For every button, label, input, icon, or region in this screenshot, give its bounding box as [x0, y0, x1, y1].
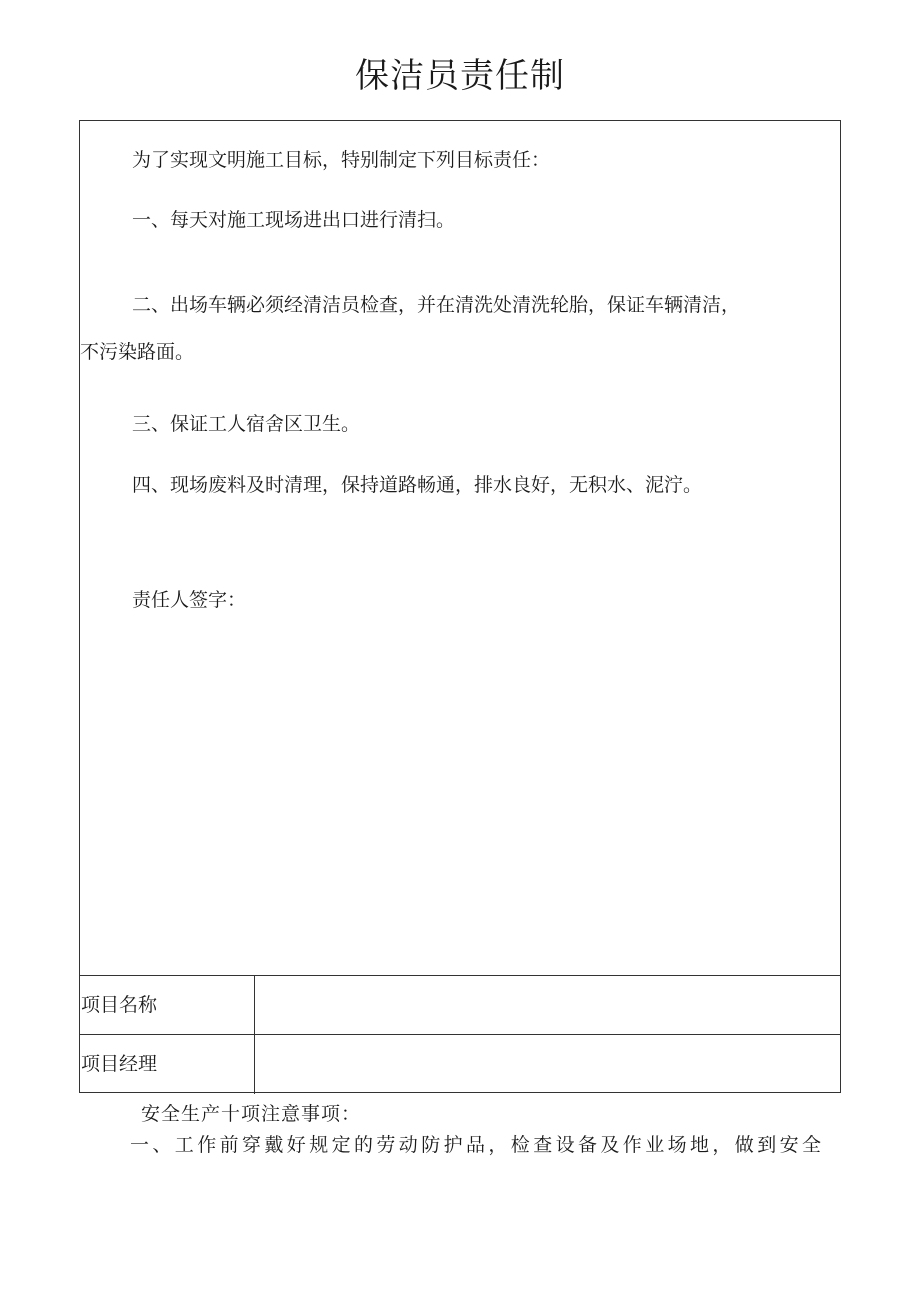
safety-section-first-line: 一、工作前穿戴好规定的劳动防护品，检查设备及作业场地，做到安全 [130, 1134, 825, 1156]
item-2-continuation [80, 329, 840, 375]
project-name-label: 项目名称 [80, 976, 255, 1034]
form-body [80, 121, 840, 975]
safety-section-heading: 安全生产十项注意事项： [141, 1103, 362, 1125]
item-1-text: 一、每天对施工现场进出口进行清扫。 [132, 209, 456, 231]
item-2-text: 二、出场车辆必须经清洁员检查，并在清洗处清洗轮胎，保证车辆清洁， [132, 294, 741, 316]
intro-text: 为了实现文明施工目标，特别制定下列目标责任： [132, 149, 551, 171]
item-4 [80, 462, 840, 508]
responsibility-form [79, 120, 841, 1093]
project-manager-field[interactable] [255, 1035, 840, 1094]
project-name-row [80, 976, 840, 1035]
item-4-text: 四、现场废料及时清理，保持道路畅通，排水良好，无积水、泥泞。 [132, 474, 703, 496]
item-3-text: 三、保证工人宿舍区卫生。 [132, 413, 361, 435]
project-manager-row [80, 1035, 840, 1094]
project-manager-label: 项目经理 [80, 1035, 255, 1094]
item-1 [80, 197, 840, 243]
item-2 [80, 282, 840, 328]
project-name-field[interactable] [255, 976, 840, 1034]
signature-line [80, 577, 840, 623]
item-3 [80, 401, 840, 447]
intro-paragraph [80, 137, 840, 183]
project-info-table [80, 975, 840, 1094]
document-title: 保洁员责任制 [355, 56, 565, 96]
item-2-continuation-text: 不污染路面。 [80, 341, 195, 363]
signature-label: 责任人签字： [132, 589, 247, 611]
